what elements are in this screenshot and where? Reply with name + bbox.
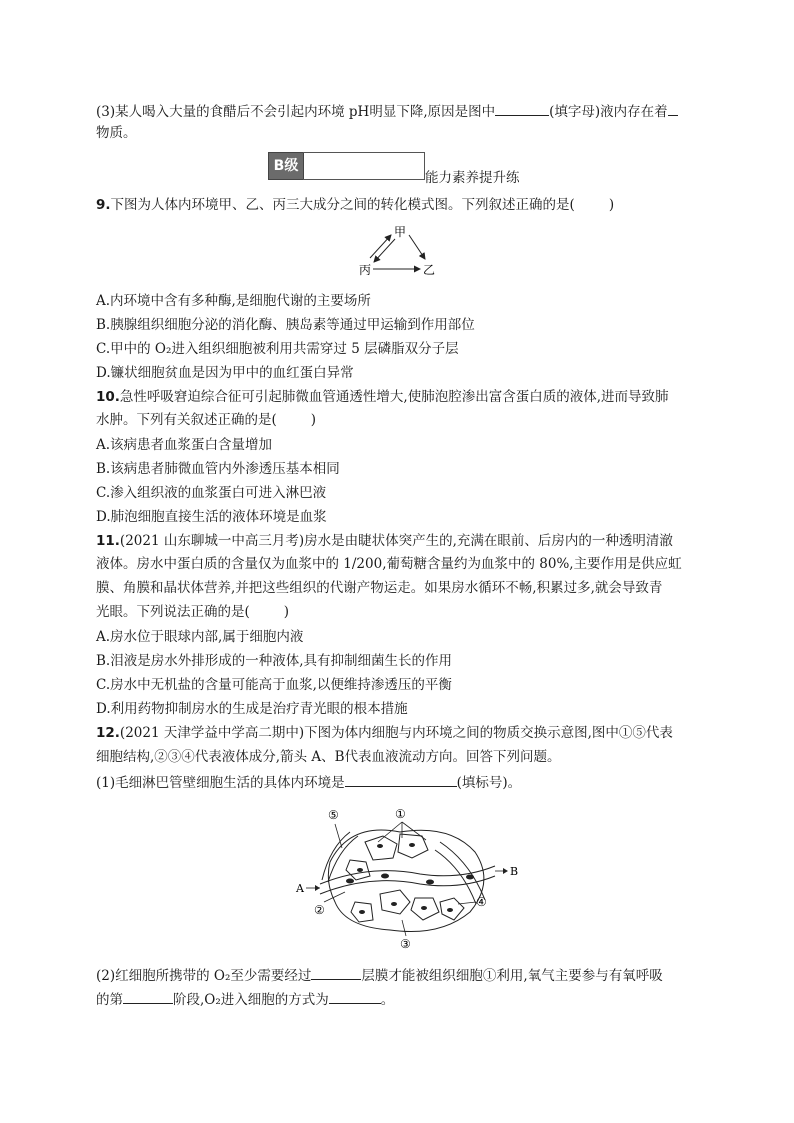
q12-sub2-text-c: 的第 — [96, 992, 123, 1008]
level-title: 能力素养提升练 — [425, 170, 520, 186]
q12-sub2-blank-stage[interactable] — [123, 989, 173, 1004]
q9-stem-end: ) — [608, 197, 615, 213]
q12-red-blood-cell — [381, 874, 389, 879]
q12-label-3: ③ — [400, 937, 411, 950]
level-badge: B级 — [268, 152, 304, 180]
q10-option-c[interactable]: C.渗入组织液的血浆蛋白可进入淋巴液 — [96, 485, 327, 501]
q9-triangle-diagram — [355, 222, 445, 280]
q9-option-a[interactable]: A.内环境中含有多种酶,是细胞代谢的主要场所 — [96, 293, 371, 309]
q12-nucleus — [377, 844, 383, 848]
q8-part3-text-after: (填字母)液内存在着 — [549, 104, 668, 120]
q12-sub2-blank-membranes[interactable] — [311, 965, 361, 980]
q12-label-4: ④ — [476, 895, 487, 909]
q10-stem-line1 — [96, 388, 669, 406]
q12-number: 12. — [96, 725, 120, 741]
q9-stem-text: 下图为人体内环境甲、乙、丙三大成分之间的转化模式图。下列叙述正确的是( — [110, 197, 575, 213]
q9-node-left: 丙 — [359, 263, 372, 277]
q8-part3-text: (3)某人喝入大量的食醋后不会引起内环境 pH明显下降,原因是图中 — [96, 104, 496, 120]
q8-blank-letter[interactable] — [495, 101, 549, 116]
q12-tissue-diagram — [290, 802, 522, 950]
q10-stem-end: ) — [310, 412, 317, 428]
q11-option-a[interactable]: A.房水位于眼球内部,属于细胞内液 — [96, 629, 304, 645]
q12-sub2-text-d: 阶段,O₂进入细胞的方式为 — [173, 992, 329, 1008]
q12-pointer-5 — [335, 824, 342, 848]
q11-option-d[interactable]: D.利用药物抑制房水的生成是治疗青光眼的根本措施 — [96, 701, 408, 717]
q11-option-c[interactable]: C.房水中无机盐的含量可能高于血浆,以便维持渗透压的平衡 — [96, 677, 452, 693]
q12-label-5: ⑤ — [328, 808, 339, 822]
q9-node-right: 乙 — [423, 263, 436, 277]
q12-red-blood-cell — [426, 880, 434, 885]
q11-stem-line3: 膜、角膜和晶状体营养,并把这些组织的代谢产物运走。如果房水循环不畅,积累过多,就会导致青 — [96, 580, 663, 596]
q8-part3-line2 — [96, 124, 137, 142]
q12-arrowhead-a — [315, 885, 320, 891]
q12-cell — [380, 890, 410, 914]
q10-option-d[interactable]: D.肺泡细胞直接生活的液体环境是血浆 — [96, 509, 327, 525]
q11-number: 11. — [96, 533, 120, 549]
q9-stem — [96, 196, 614, 214]
q12-sub2-line1 — [96, 965, 663, 985]
q12-arrowhead-b — [503, 868, 508, 874]
q12-label-2: ② — [314, 903, 325, 917]
q11-option-b[interactable]: B.泪液是房水外排形成的一种液体,具有抑制细菌生长的作用 — [96, 653, 453, 669]
q12-sub2-text-e: 。 — [380, 992, 395, 1008]
q10-stem-text1: 急性呼吸窘迫综合征可引起肺微血管通透性增大,使肺泡腔渗出富含蛋白质的液体,进而导致肺 — [119, 389, 669, 405]
q11-stem-text1: (2021 山东聊城一中高三月考)房水是由睫状体突产生的,充满在眼前、后房内的一种透明清澈 — [119, 533, 673, 549]
q12-sub1-text: (1)毛细淋巴管壁细胞生活的具体内环境是 — [96, 775, 345, 791]
level-title-box — [303, 152, 425, 180]
q12-label-a: A — [296, 882, 304, 895]
q8-part3-line1 — [96, 101, 678, 121]
q12-label-1: ① — [395, 807, 406, 821]
q12-sub1-end: (填标号)。 — [456, 775, 522, 791]
q9-node-top: 甲 — [394, 225, 407, 239]
q10-stem-text2: 水肿。下列有关叙述正确的是( — [96, 412, 277, 428]
q12-sub2-text-a: (2)红细胞所携带的 O₂至少需要经过 — [96, 968, 312, 984]
q12-stem-line1 — [96, 724, 673, 742]
q11-stem-line2: 液体。房水中蛋白质的含量仅为血浆中的 1/200,葡萄糖含量约为血浆中的 80%,主要作用是供应虹 — [96, 556, 682, 572]
q10-number: 10. — [96, 389, 120, 405]
q11-stem-line4 — [96, 603, 289, 621]
q9-option-b[interactable]: B.胰腺组织细胞分泌的消化酶、胰岛素等通过甲运输到作用部位 — [96, 317, 475, 333]
q12-capillary-left-upper — [322, 832, 350, 880]
q12-capillary-left-lower — [328, 836, 358, 882]
q11-stem-text4: 光眼。下列说法正确的是( — [96, 604, 250, 620]
q12-sub1-blank[interactable] — [345, 772, 457, 787]
q12-red-blood-cell — [346, 879, 354, 884]
q9-option-c[interactable]: C.甲中的 O₂进入组织细胞被利用共需穿过 5 层磷脂双分子层 — [96, 341, 459, 357]
q10-option-b[interactable]: B.该病患者肺微血管内外渗透压基本相同 — [96, 461, 340, 477]
q12-stem-line2: 细胞结构,②③④代表液体成分,箭头 A、B代表血液流动方向。回答下列问题。 — [96, 749, 561, 765]
q12-stem-text1: (2021 天津学益中学高二期中)下图为体内细胞与内环境之间的物质交换示意图,图中①⑤代表 — [119, 725, 673, 741]
q12-nucleus — [357, 868, 363, 872]
q12-nucleus — [421, 906, 427, 910]
q12-nucleus — [409, 843, 415, 847]
q12-red-blood-cell — [466, 875, 474, 880]
q12-pointer-4 — [458, 902, 476, 904]
q10-option-a[interactable]: A.该病患者血浆蛋白含量增加 — [96, 437, 273, 453]
q9-option-d[interactable]: D.镰状细胞贫血是因为甲中的血红蛋白异常 — [96, 365, 354, 381]
q12-nucleus — [447, 908, 453, 912]
q12-pointer-3 — [402, 920, 406, 936]
q9-arrow-jia-to-yi — [409, 235, 425, 259]
q8-part3-text-end: 物质。 — [96, 125, 137, 141]
q12-sub1 — [96, 772, 521, 792]
q9-number: 9. — [96, 197, 111, 213]
q11-stem-end: ) — [283, 604, 290, 620]
q12-sub2-blank-method[interactable] — [329, 989, 381, 1004]
q12-sub2-text-b: 层膜才能被组织细胞①利用,氧气主要参与有氧呼吸 — [361, 968, 663, 984]
q12-nucleus — [359, 910, 365, 914]
q12-nucleus — [391, 902, 397, 906]
q12-label-b: B — [510, 865, 519, 878]
q8-blank-substance[interactable] — [668, 101, 678, 116]
q10-stem-line2 — [96, 411, 316, 429]
q11-stem-line1 — [96, 532, 673, 550]
q12-sub2-line2 — [96, 989, 394, 1009]
